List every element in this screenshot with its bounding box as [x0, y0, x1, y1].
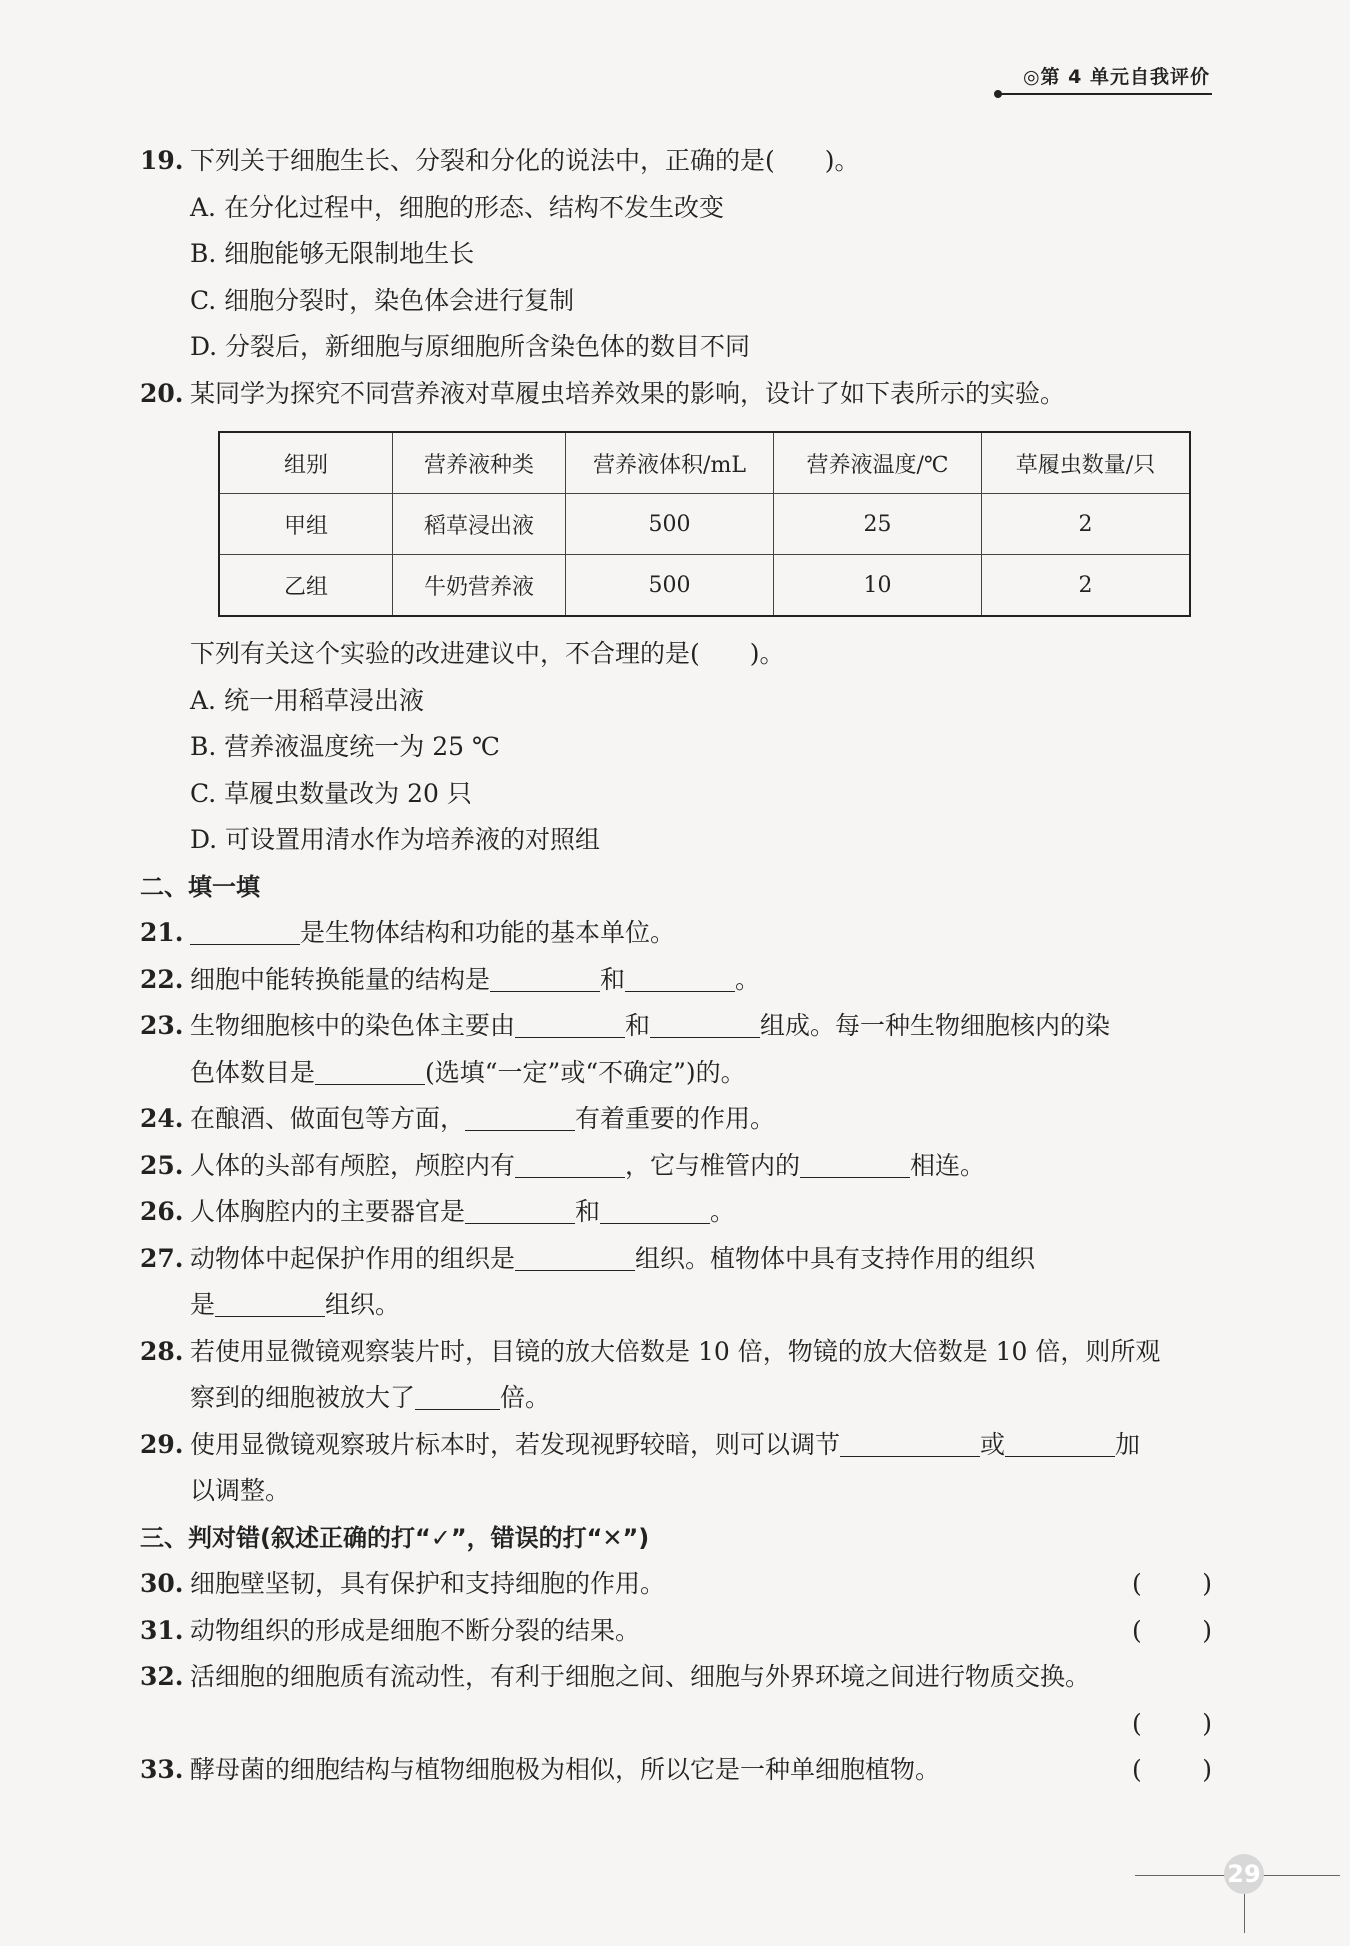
question-29 [140, 1422, 1212, 1469]
table-cell: 甲组 [219, 494, 393, 555]
table-cell: 25 [774, 494, 982, 555]
option-b: B. 细胞能够无限制地生长 [190, 239, 475, 268]
table-cell: 500 [566, 494, 774, 555]
question-text: 组织。 [325, 1290, 401, 1319]
question-20-prompt: 下列有关这个实验的改进建议中，不合理的是( )。 [190, 639, 785, 668]
question-text: 是 [190, 1290, 216, 1319]
table-cell: 10 [774, 555, 982, 617]
table-header-cell: 营养液温度/℃ [774, 432, 982, 494]
worksheet-content [140, 138, 1212, 1794]
question-number: 21. [140, 918, 184, 947]
option-a: A. 在分化过程中，细胞的形态、结构不发生改变 [190, 192, 724, 222]
question-26 [140, 1189, 1212, 1236]
answer-blank[interactable] [190, 916, 300, 945]
table-cell: 乙组 [219, 555, 393, 617]
question-19 [140, 138, 1212, 185]
question-28 [140, 1329, 1212, 1376]
question-text: 生物细胞核中的染色体主要由 [190, 1011, 516, 1040]
answer-blank[interactable] [515, 1009, 625, 1038]
option-a: A. 统一用稻草浸出液 [190, 685, 424, 715]
answer-blank[interactable] [650, 1009, 760, 1038]
question-number: 22. [140, 964, 184, 994]
answer-blank[interactable] [625, 963, 735, 992]
section-title-true-false: 三、判对错(叙述正确的打“✓”，错误的打“✕”) [140, 1523, 650, 1552]
question-number: 29. [140, 1429, 184, 1459]
table-cell: 牛奶营养液 [393, 555, 566, 617]
question-33 [140, 1747, 1212, 1794]
paren-open: ( [1132, 1615, 1142, 1645]
question-27 [140, 1236, 1212, 1283]
question-number: 30. [140, 1569, 184, 1598]
table-header-cell: 营养液种类 [393, 432, 566, 494]
question-number: 33. [140, 1755, 184, 1784]
question-text: 和 [625, 1011, 651, 1040]
question-text: 活细胞的细胞质有流动性，有利于细胞之间、细胞与外界环境之间进行物质交换。 [190, 1662, 1091, 1691]
question-text: 若使用显微镜观察装片时，目镜的放大倍数是 10 倍，物镜的放大倍数是 10 倍，则所观 [190, 1336, 1161, 1366]
question-number: 27. [140, 1243, 184, 1273]
question-text: 组成。每一种生物细胞核内的染 [760, 1011, 1111, 1040]
table-header-row [219, 432, 1190, 494]
answer-parentheses[interactable] [1132, 1747, 1212, 1794]
table-header-cell: 草履虫数量/只 [982, 432, 1191, 494]
question-text: 或 [980, 1429, 1006, 1459]
question-text: (选填“一定”或“不确定”)的。 [425, 1057, 746, 1087]
table-cell: 2 [982, 494, 1191, 555]
question-27-cont [140, 1282, 1212, 1329]
question-25 [140, 1143, 1212, 1190]
table-cell: 500 [566, 555, 774, 617]
question-text: 和 [575, 1197, 601, 1226]
question-text: 有着重要的作用。 [575, 1104, 776, 1133]
page-number: 29 [1224, 1854, 1264, 1894]
paren-open: ( [1132, 1569, 1142, 1598]
answer-blank[interactable] [1005, 1428, 1115, 1457]
option-c: C. 草履虫数量改为 20 只 [190, 778, 472, 808]
paren-open: ( [1132, 1708, 1142, 1738]
question-number: 24. [140, 1104, 184, 1133]
table-row [219, 555, 1190, 617]
answer-blank[interactable] [515, 1149, 625, 1178]
answer-blank[interactable] [800, 1149, 910, 1178]
answer-blank[interactable] [840, 1428, 980, 1457]
question-text: 在酿酒、做面包等方面， [190, 1104, 466, 1133]
question-text: 人体的头部有颅腔，颅腔内有 [190, 1150, 516, 1180]
table-row [219, 494, 1190, 555]
question-text: 细胞壁坚韧，具有保护和支持细胞的作用。 [190, 1569, 666, 1598]
question-text: 相连。 [910, 1150, 986, 1180]
answer-blank[interactable] [215, 1288, 325, 1317]
answer-parentheses[interactable] [1132, 1701, 1212, 1748]
question-23 [140, 1003, 1212, 1050]
table-header-cell: 营养液体积/mL [566, 432, 774, 494]
paren-close: ) [1202, 1569, 1212, 1598]
question-number: 23. [140, 1011, 184, 1040]
answer-blank[interactable] [515, 1242, 635, 1271]
question-32-answer [140, 1701, 1212, 1748]
question-text: ，它与椎管内的 [625, 1150, 801, 1180]
question-stem: 某同学为探究不同营养液对草履虫培养效果的影响，设计了如下表所示的实验。 [190, 378, 1066, 408]
question-text: 组织。植物体中具有支持作用的组织 [635, 1243, 1036, 1273]
question-24 [140, 1096, 1212, 1143]
answer-blank[interactable] [465, 1195, 575, 1224]
option-b: B. 营养液温度统一为 25 ℃ [190, 732, 500, 761]
answer-blank[interactable] [465, 1102, 575, 1131]
question-text: 和 [600, 964, 626, 994]
paren-close: ) [1202, 1615, 1212, 1645]
question-text: 动物体中起保护作用的组织是 [190, 1243, 516, 1273]
question-text: 是生物体结构和功能的基本单位。 [300, 918, 676, 947]
answer-blank[interactable] [600, 1195, 710, 1224]
question-text: 色体数目是 [190, 1057, 316, 1087]
answer-parentheses[interactable] [1132, 1608, 1212, 1655]
page-header-title: ◎第 4 单元自我评价 [1022, 66, 1210, 88]
question-text: 动物组织的形成是细胞不断分裂的结果。 [190, 1615, 641, 1645]
question-21 [140, 910, 1212, 957]
question-text: 加 [1115, 1429, 1141, 1459]
question-28-cont [140, 1375, 1212, 1422]
table-header-cell: 组别 [219, 432, 393, 494]
question-number: 28. [140, 1336, 184, 1366]
question-text: 酵母菌的细胞结构与植物细胞极为相似，所以它是一种单细胞植物。 [190, 1755, 941, 1784]
paren-close: ) [1202, 1708, 1212, 1738]
question-number: 20. [140, 378, 184, 408]
paren-open: ( [1132, 1755, 1142, 1784]
question-23-cont [140, 1050, 1212, 1097]
experiment-table [218, 431, 1191, 617]
question-text: 察到的细胞被放大了 [190, 1383, 416, 1412]
question-20 [140, 371, 1212, 418]
question-text: 。 [710, 1197, 736, 1226]
table-cell: 2 [982, 555, 1191, 617]
option-c: C. 细胞分裂时，染色体会进行复制 [190, 285, 575, 315]
question-32 [140, 1654, 1212, 1701]
table-cell: 稻草浸出液 [393, 494, 566, 555]
question-number: 26. [140, 1197, 184, 1226]
question-22 [140, 957, 1212, 1004]
paren-close: ) [1202, 1755, 1212, 1784]
question-number: 32. [140, 1662, 184, 1691]
answer-blank[interactable] [490, 963, 600, 992]
question-number: 31. [140, 1615, 184, 1645]
answer-blank[interactable] [315, 1056, 425, 1085]
question-30 [140, 1561, 1212, 1608]
question-29-cont: 以调整。 [190, 1476, 291, 1505]
option-d: D. 分裂后，新细胞与原细胞所含染色体的数目不同 [190, 332, 751, 361]
header-underline [1000, 93, 1212, 95]
question-text: 。 [735, 964, 761, 994]
question-31 [140, 1608, 1212, 1655]
section-title-fill: 二、填一填 [140, 872, 260, 901]
question-stem: 下列关于细胞生长、分裂和分化的说法中，正确的是( )。 [190, 146, 860, 175]
answer-parentheses[interactable] [1132, 1561, 1212, 1608]
experiment-table-wrapper [218, 431, 1212, 617]
answer-blank[interactable] [415, 1381, 500, 1410]
question-text: 人体胸腔内的主要器官是 [190, 1197, 466, 1226]
question-text: 使用显微镜观察玻片标本时，若发现视野较暗，则可以调节 [190, 1429, 841, 1459]
question-number: 25. [140, 1150, 184, 1180]
question-text: 倍。 [500, 1383, 551, 1412]
question-text: 细胞中能转换能量的结构是 [190, 964, 491, 994]
option-d: D. 可设置用清水作为培养液的对照组 [190, 825, 601, 854]
question-number: 19. [140, 146, 184, 175]
